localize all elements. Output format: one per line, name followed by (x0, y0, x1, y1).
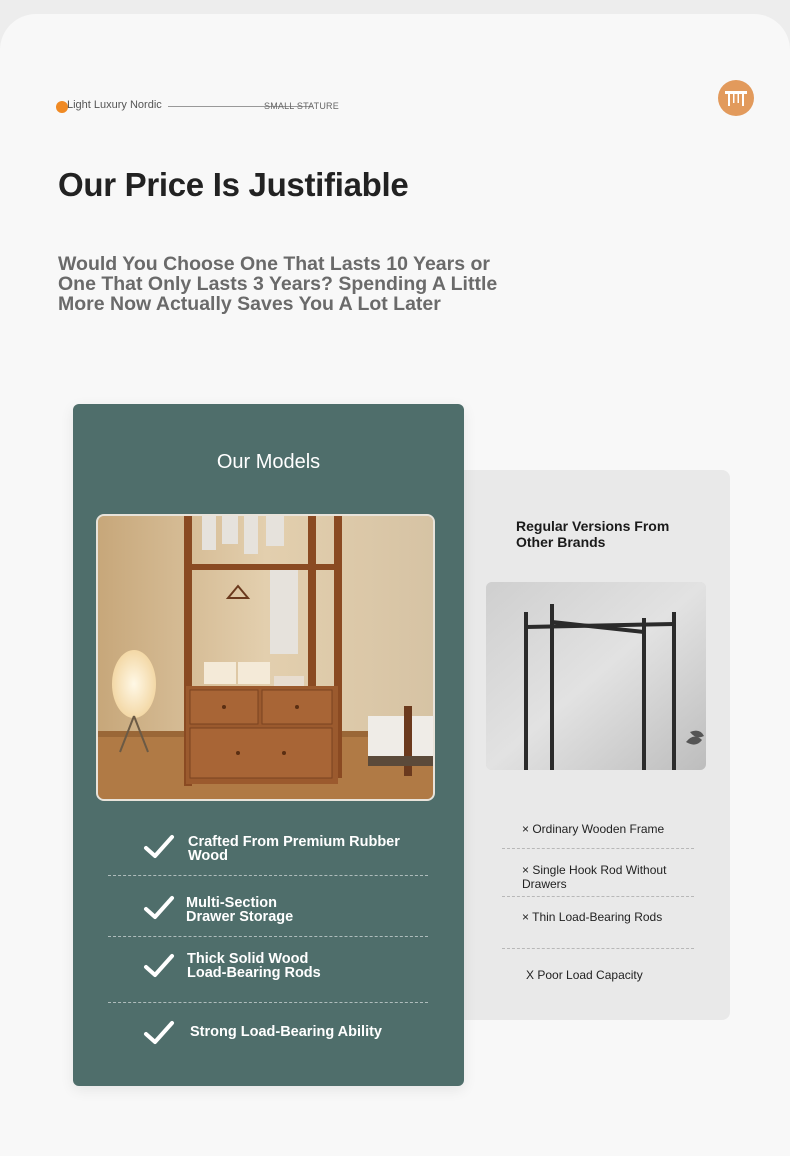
feature-divider (108, 875, 428, 876)
brand-row (56, 99, 356, 115)
page-subtitle: Would You Choose One That Lasts 10 Years or One That Only Lasts 3 Years? Spending A Little More Now Actually Saves You A Lot Later (58, 253, 498, 315)
table-icon (718, 80, 754, 116)
our-models-photo (96, 514, 435, 801)
brand-tagline: SMALL STATURE (264, 101, 339, 111)
other-divider (502, 896, 694, 897)
feature-divider (108, 936, 428, 937)
other-divider (502, 848, 694, 849)
our-models-card (73, 404, 464, 1086)
our-models-title: Our Models (216, 451, 321, 473)
other-feature-1: × Ordinary Wooden Frame (522, 822, 665, 836)
other-feature-2: × Single Hook Rod Without Drawers (522, 863, 667, 891)
check-icon (143, 953, 175, 979)
other-divider (502, 948, 694, 949)
page-title: Our Price Is Justifiable (58, 166, 409, 203)
our-feature-1: Crafted From Premium Rubber Wood (188, 834, 400, 864)
our-feature-2: Multi-Section Drawer Storage (186, 895, 294, 925)
other-brands-photo (486, 582, 706, 770)
our-feature-4: Strong Load-Bearing Ability (190, 1024, 382, 1040)
other-brands-title: Regular Versions From Other Brands (516, 518, 670, 550)
check-icon (143, 895, 175, 921)
other-brands-card (440, 470, 730, 1020)
other-feature-4: X Poor Load Capacity (526, 968, 643, 982)
check-icon (143, 834, 175, 860)
feature-divider (108, 1002, 428, 1003)
our-feature-3: Thick Solid Wood Load-Bearing Rods (187, 951, 321, 981)
other-feature-3: × Thin Load-Bearing Rods (522, 910, 663, 924)
check-icon (143, 1020, 175, 1046)
brand-name: Light Luxury Nordic (67, 99, 162, 111)
